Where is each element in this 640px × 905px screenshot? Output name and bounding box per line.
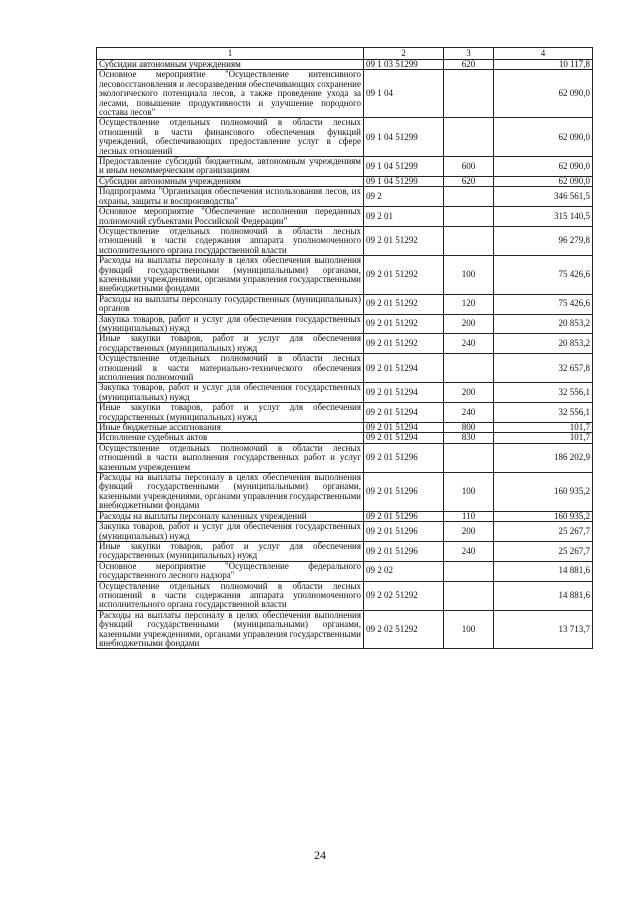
table-row xyxy=(97,70,593,118)
row-code-cell: 09 2 02 51292 xyxy=(364,610,444,649)
row-vr-cell: 830 xyxy=(444,433,494,443)
row-sum-cell: 101,7 xyxy=(494,423,593,433)
row-name-cell: Подпрограмма "Организация обеспечения использования лесов, их охраны, защиты и воспроизводства" xyxy=(97,187,364,207)
table-row xyxy=(97,314,593,334)
row-name-cell: Осуществление отдельных полномочий в области лесных отношений в части содержания аппарата уполномоченного исполнительного органа государственной власти xyxy=(97,581,364,610)
row-sum-cell: 160 935,2 xyxy=(494,473,593,512)
row-sum-cell: 10 117,8 xyxy=(494,60,593,70)
row-vr-cell xyxy=(444,118,494,157)
row-vr-cell: 600 xyxy=(444,157,494,177)
row-vr-cell: 240 xyxy=(444,541,494,561)
row-code-cell: 09 1 04 51299 xyxy=(364,157,444,177)
row-vr-cell: 100 xyxy=(444,610,494,649)
row-sum-cell: 75 426,6 xyxy=(494,256,593,295)
row-name-cell: Иные закупки товаров, работ и услуг для обеспечения государственных (муниципальных) нужд xyxy=(97,403,364,423)
row-sum-cell: 20 853,2 xyxy=(494,334,593,354)
table-row xyxy=(97,511,593,521)
row-vr-cell xyxy=(444,70,494,118)
header-col-vr: 3 xyxy=(444,48,494,60)
row-name-cell: Предоставление субсидий бюджетным, автономным учреждениям и иным некоммерческим организациям xyxy=(97,157,364,177)
table-header-row xyxy=(97,48,593,60)
row-vr-cell: 200 xyxy=(444,314,494,334)
row-sum-cell: 32 657,8 xyxy=(494,354,593,383)
row-code-cell: 09 2 01 51296 xyxy=(364,473,444,512)
row-sum-cell: 346 561,5 xyxy=(494,187,593,207)
row-name-cell: Осуществление отдельных полномочий в области лесных отношений в части финансового обеспечения функций учреждений, обеспечивающих предоставление услуг в сфере лесных отношений xyxy=(97,118,364,157)
row-code-cell: 09 2 01 51292 xyxy=(364,314,444,334)
row-code-cell: 09 2 01 51296 xyxy=(364,541,444,561)
row-sum-cell: 62 090,0 xyxy=(494,157,593,177)
table-row xyxy=(97,423,593,433)
row-code-cell: 09 2 01 51296 xyxy=(364,511,444,521)
row-code-cell: 09 2 01 51294 xyxy=(364,423,444,433)
row-sum-cell: 14 881,6 xyxy=(494,581,593,610)
row-vr-cell: 240 xyxy=(444,403,494,423)
row-name-cell: Осуществление отдельных полномочий в области лесных отношений в части выполнения государственных работ и услуг казенным учреждением xyxy=(97,443,364,472)
row-sum-cell: 62 090,0 xyxy=(494,118,593,157)
row-name-cell: Основное мероприятие "Осуществление федерального государственного лесного надзора" xyxy=(97,561,364,581)
row-vr-cell: 800 xyxy=(444,423,494,433)
row-name-cell: Расходы на выплаты персоналу государственных (муниципальных) органов xyxy=(97,294,364,314)
row-sum-cell: 75 426,6 xyxy=(494,294,593,314)
row-code-cell: 09 2 02 51292 xyxy=(364,581,444,610)
row-name-cell: Расходы на выплаты персоналу казенных учреждений xyxy=(97,511,364,521)
row-sum-cell: 32 556,1 xyxy=(494,383,593,403)
row-sum-cell: 20 853,2 xyxy=(494,314,593,334)
row-name-cell: Иные закупки товаров, работ и услуг для обеспечения государственных (муниципальных) нужд xyxy=(97,541,364,561)
row-name-cell: Закупка товаров, работ и услуг для обеспечения государственных (муниципальных) нужд xyxy=(97,314,364,334)
row-code-cell: 09 2 01 xyxy=(364,207,444,227)
row-code-cell: 09 2 01 51292 xyxy=(364,256,444,295)
table-row xyxy=(97,207,593,227)
row-name-cell: Расходы на выплаты персоналу в целях обеспечения выполнения функций государственными (муниципальными) органами, казенными учреждениями, органами управления государственными внебюджетными фондами xyxy=(97,473,364,512)
table-row xyxy=(97,522,593,542)
row-sum-cell: 186 202,9 xyxy=(494,443,593,472)
row-vr-cell xyxy=(444,207,494,227)
row-code-cell: 09 2 01 51292 xyxy=(364,226,444,255)
row-vr-cell: 620 xyxy=(444,176,494,186)
table-row xyxy=(97,541,593,561)
row-name-cell: Расходы на выплаты персоналу в целях обеспечения выполнения функций государственными (муниципальными) органами, казенными учреждениями, органами управления государственными внебюджетными фондами xyxy=(97,256,364,295)
table-row xyxy=(97,187,593,207)
table-row xyxy=(97,383,593,403)
row-sum-cell: 96 279,8 xyxy=(494,226,593,255)
table-row xyxy=(97,60,593,70)
row-vr-cell xyxy=(444,354,494,383)
table-row xyxy=(97,157,593,177)
row-vr-cell xyxy=(444,561,494,581)
row-code-cell: 09 1 03 51299 xyxy=(364,60,444,70)
table-row xyxy=(97,354,593,383)
row-name-cell: Исполнение судебных актов xyxy=(97,433,364,443)
row-code-cell: 09 2 01 51294 xyxy=(364,383,444,403)
row-sum-cell: 160 935,2 xyxy=(494,511,593,521)
budget-table xyxy=(96,47,593,649)
row-name-cell: Закупка товаров, работ и услуг для обеспечения государственных (муниципальных) нужд xyxy=(97,522,364,542)
row-name-cell: Основное мероприятие "Обеспечение исполнения переданных полномочий субъектами Российской Федерации" xyxy=(97,207,364,227)
row-vr-cell xyxy=(444,581,494,610)
row-code-cell: 09 2 02 xyxy=(364,561,444,581)
row-sum-cell: 315 140,5 xyxy=(494,207,593,227)
row-code-cell: 09 2 01 51292 xyxy=(364,294,444,314)
table-row xyxy=(97,610,593,649)
row-code-cell: 09 2 01 51292 xyxy=(364,334,444,354)
row-vr-cell: 200 xyxy=(444,522,494,542)
row-name-cell: Иные бюджетные ассигнования xyxy=(97,423,364,433)
table-row xyxy=(97,334,593,354)
table-row xyxy=(97,403,593,423)
table-row xyxy=(97,561,593,581)
row-vr-cell: 240 xyxy=(444,334,494,354)
row-name-cell: Иные закупки товаров, работ и услуг для обеспечения государственных (муниципальных) нужд xyxy=(97,334,364,354)
page-number: 24 xyxy=(314,848,326,862)
row-sum-cell: 32 556,1 xyxy=(494,403,593,423)
table-row xyxy=(97,256,593,295)
table-row xyxy=(97,581,593,610)
row-name-cell: Основное мероприятие "Осуществление интенсивного лесовосстановления и лесоразведения обеспечивающих сохранение экологического потенциала лесов, а также проведение ухода за лесами, повышение продуктивности и улучшение породного состава лесов" xyxy=(97,70,364,118)
row-sum-cell: 62 090,0 xyxy=(494,70,593,118)
row-name-cell: Расходы на выплаты персоналу в целях обеспечения выполнения функций государственными (муниципальными) органами, казенными учреждениями, органами управления государственными внебюджетными фондами xyxy=(97,610,364,649)
row-vr-cell: 120 xyxy=(444,294,494,314)
row-vr-cell xyxy=(444,443,494,472)
row-vr-cell: 100 xyxy=(444,256,494,295)
header-col-name: 1 xyxy=(97,48,364,60)
row-code-cell: 09 1 04 xyxy=(364,70,444,118)
row-code-cell: 09 2 xyxy=(364,187,444,207)
table-row xyxy=(97,176,593,186)
table-row xyxy=(97,294,593,314)
header-col-sum: 4 xyxy=(494,48,593,60)
row-name-cell: Субсидии автономным учреждениям xyxy=(97,60,364,70)
row-sum-cell: 101,7 xyxy=(494,433,593,443)
row-vr-cell xyxy=(444,226,494,255)
table-row xyxy=(97,118,593,157)
row-name-cell: Закупка товаров, работ и услуг для обеспечения государственных (муниципальных) нужд xyxy=(97,383,364,403)
row-code-cell: 09 2 01 51294 xyxy=(364,354,444,383)
table-row xyxy=(97,226,593,255)
header-col-code: 2 xyxy=(364,48,444,60)
row-sum-cell: 13 713,7 xyxy=(494,610,593,649)
table-row xyxy=(97,473,593,512)
row-name-cell: Субсидии автономным учреждениям xyxy=(97,176,364,186)
row-code-cell: 09 1 04 51299 xyxy=(364,118,444,157)
row-vr-cell xyxy=(444,187,494,207)
table-row xyxy=(97,433,593,443)
row-name-cell: Осуществление отдельных полномочий в области лесных отношений в части содержания аппарата уполномоченного исполнительного органа государственной власти xyxy=(97,226,364,255)
row-sum-cell: 25 267,7 xyxy=(494,541,593,561)
row-name-cell: Осуществление отдельных полномочий в области лесных отношений в части материально-технического обеспечения исполнения полномочий xyxy=(97,354,364,383)
row-sum-cell: 14 881,6 xyxy=(494,561,593,581)
row-sum-cell: 25 267,7 xyxy=(494,522,593,542)
row-vr-cell: 100 xyxy=(444,473,494,512)
row-vr-cell: 200 xyxy=(444,383,494,403)
row-sum-cell: 62 090,0 xyxy=(494,176,593,186)
row-code-cell: 09 2 01 51296 xyxy=(364,522,444,542)
table-row xyxy=(97,443,593,472)
row-vr-cell: 620 xyxy=(444,60,494,70)
row-vr-cell: 110 xyxy=(444,511,494,521)
table-body xyxy=(97,60,593,649)
row-code-cell: 09 1 04 51299 xyxy=(364,176,444,186)
row-code-cell: 09 2 01 51294 xyxy=(364,433,444,443)
row-code-cell: 09 2 01 51294 xyxy=(364,403,444,423)
row-code-cell: 09 2 01 51296 xyxy=(364,443,444,472)
